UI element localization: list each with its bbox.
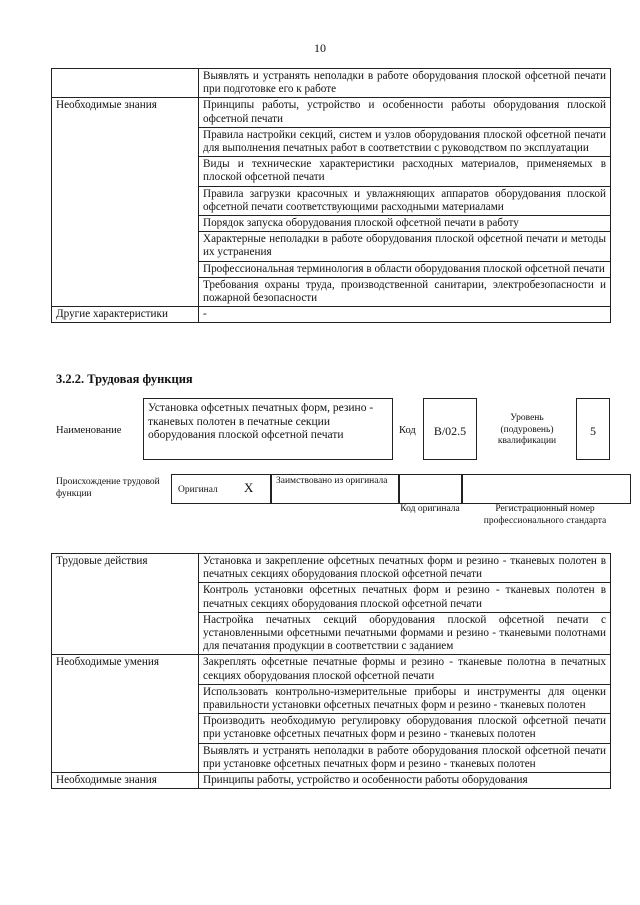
original-label: Оригинал bbox=[178, 485, 218, 495]
table-row bbox=[52, 554, 611, 583]
origin-divider-3 bbox=[461, 474, 463, 504]
row-item: Профессиональная терминология в области оборудования плоской офсетной печати bbox=[199, 261, 611, 277]
row-category: Трудовые действия bbox=[52, 554, 199, 655]
section-title: 3.2.2. Трудовая функция bbox=[56, 372, 193, 386]
name-value: Установка офсетных печатных форм, резино - тканевых полотен в печатные секции оборудования плоской офсетной печати bbox=[143, 398, 393, 460]
row-item: Характерные неполадки в работе оборудования плоской офсетной печати и методы их устранения bbox=[199, 232, 611, 261]
labor-function-table bbox=[51, 553, 611, 789]
row-item: Выявлять и устранять неполадки в работе оборудования плоской офсетной печати при установке офсетных печатных форм и резино - тканевых полотен bbox=[199, 743, 611, 772]
row-item: Настройка печатных секций оборудования плоской офсетной печати с установленными офсетными печатными формами и резино - тканевыми полотнами для печатания продукции в соответствии с заданием bbox=[199, 612, 611, 655]
row-item: Контроль установки офсетных печатных форм и резино - тканевых полотен в печатных секциях оборудования плоской офсетной печати bbox=[199, 583, 611, 612]
row-item: Установка и закрепление офсетных печатных форм и резино - тканевых полотен в печатных секциях оборудования плоской офсетной печати bbox=[199, 554, 611, 583]
origin-divider-1 bbox=[270, 474, 272, 504]
table-row bbox=[52, 98, 611, 127]
original-mark: X bbox=[244, 480, 254, 495]
level-label: Уровень (подуровень) квалификации bbox=[497, 413, 557, 446]
borrowed-label: Заимствовано из оригинала bbox=[276, 476, 388, 486]
level-value: 5 bbox=[576, 398, 610, 460]
code-label: Код bbox=[399, 425, 416, 436]
row-item: Порядок запуска оборудования плоской офсетной печати в работу bbox=[199, 216, 611, 232]
table-row bbox=[52, 773, 611, 789]
row-item: Производить необходимую регулировку оборудования плоской офсетной печати при установке офсетных печатных форм и резино - тканевых полотен bbox=[199, 714, 611, 743]
row-item: Требования охраны труда, производственной санитарии, электробезопасности и пожарной безопасности bbox=[199, 277, 611, 306]
row-item: Использовать контрольно-измерительные приборы и инструменты для оценки правильности установки офсетных печатных форм и резино - тканевых полотен bbox=[199, 684, 611, 713]
origin-divider-2 bbox=[398, 474, 400, 504]
row-item: Принципы работы, устройство и особенности работы оборудования плоской офсетной печати bbox=[199, 98, 611, 127]
row-category: Необходимые умения bbox=[52, 655, 199, 773]
row-category: Необходимые знания bbox=[52, 773, 199, 789]
origin-row bbox=[171, 474, 631, 504]
row-item: Закреплять офсетные печатные формы и резино - тканевые полотна в печатных секциях оборудования плоской офсетной печати bbox=[199, 655, 611, 684]
row-item: Принципы работы, устройство и особенности работы оборудования bbox=[199, 773, 611, 789]
table-row bbox=[52, 655, 611, 684]
row-item: Правила настройки секций, систем и узлов оборудования плоской офсетной печати для выполнения печатных работ в соответствии с руководством по эксплуатации bbox=[199, 127, 611, 156]
row-category: Необходимые знания bbox=[52, 98, 199, 307]
reg-number-caption: Регистрационный номер профессионального стандарта bbox=[483, 504, 607, 526]
code-value: В/02.5 bbox=[423, 398, 477, 460]
table-row bbox=[52, 307, 611, 323]
row-item: Виды и технические характеристики расходных материалов, применяемых в плоской офсетной печати bbox=[199, 157, 611, 186]
row-item: - bbox=[199, 307, 611, 323]
table-row bbox=[52, 69, 611, 98]
origin-label: Происхождение трудовой функции bbox=[56, 477, 160, 499]
knowledge-table-top bbox=[51, 68, 611, 323]
code-original-caption: Код оригинала bbox=[400, 504, 460, 514]
page-number: 10 bbox=[314, 41, 326, 55]
row-category bbox=[52, 69, 199, 98]
row-item: Выявлять и устранять неполадки в работе оборудования плоской офсетной печати при подготовке его к работе bbox=[199, 69, 611, 98]
name-label: Наименование bbox=[56, 425, 122, 436]
row-category: Другие характеристики bbox=[52, 307, 199, 323]
row-item: Правила загрузки красочных и увлажняющих аппаратов оборудования плоской офсетной печати соответствующими расходными материалами bbox=[199, 186, 611, 215]
